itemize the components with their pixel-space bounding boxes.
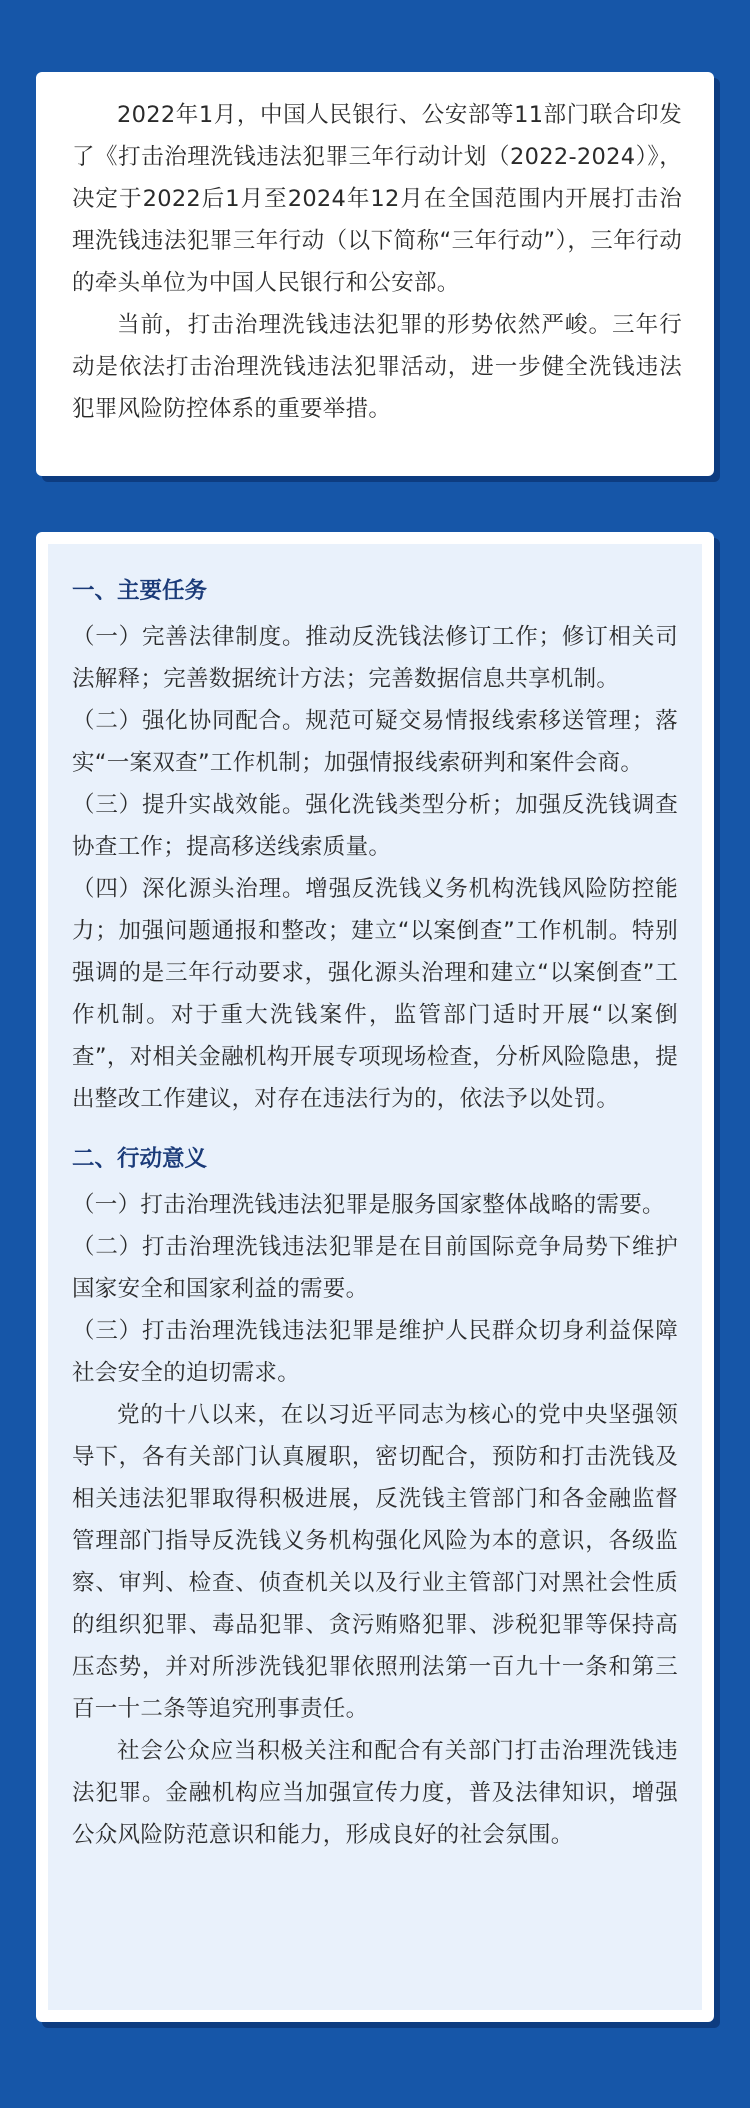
significance-item: （三）打击治理洗钱违法犯罪是维护人民群众切身利益保障社会安全的迫切需求。: [72, 1318, 678, 1386]
significance-paragraph-2: 社会公众应当积极关注和配合有关部门打击治理洗钱违法犯罪。金融机构应当加强宣传力度，普及法律知识，增强公众风险防范意识和能力，形成良好的社会氛围。: [72, 1738, 678, 1848]
significance-paragraph-1: 党的十八以来，在以习近平同志为核心的党中央坚强领导下，各有关部门认真履职，密切配合，预防和打击洗钱及相关违法犯罪取得积极进展，反洗钱主管部门和各金融监督管理部门指导反洗钱义务机构强化风险为本的意识，各级监察、审判、检查、侦查机关以及行业主管部门对黑社会性质的组织犯罪、毒品犯罪、贪污贿赂犯罪、涉税犯罪等保持高压态势，并对所涉洗钱犯罪依照刑法第一百九十一条和第三百一十二条等追究刑事责任。: [72, 1402, 678, 1722]
task-item: （二）强化协同配合。规范可疑交易情报线索移送管理；落实“一案双查”工作机制；加强情报线索研判和案件会商。: [72, 708, 678, 776]
main-card: [36, 532, 714, 2022]
section-title-main-tasks: 一、主要任务: [72, 578, 208, 604]
significance-item: （一）打击治理洗钱违法犯罪是服务国家整体战略的需要。: [72, 1192, 665, 1218]
section-spacer: [72, 1120, 678, 1138]
intro-paragraph-2: 当前，打击治理洗钱违法犯罪的形势依然严峻。三年行动是依法打击治理洗钱违法犯罪活动，进一步健全洗钱违法 犯罪风险防控体系的重要举措。: [72, 312, 682, 422]
section-title-significance: 二、行动意义: [72, 1146, 208, 1172]
intro-text-block: [72, 94, 682, 430]
task-item: （一）完善法律制度。推动反洗钱法修订工作；修订相关司法解释；完善数据统计方法；完善数据信息共享机制。: [72, 624, 678, 692]
intro-card: [36, 72, 714, 476]
main-text-block: [72, 570, 678, 1856]
task-item: （四）深化源头治理。增强反洗钱义务机构洗钱风险防控能力；加强问题通报和整改；建立“以案倒查”工作机制。特别强调的是三年行动要求，强化源头治理和建立“以案倒查”工作机制。对于重大洗钱案件，监管部门适时开展“以案倒查”，对相关金融机构开展专项现场检查，分析风险隐患，提出整改工作建议，对存在违法行为的，依法予以处罚。: [72, 876, 678, 1112]
task-item: （三）提升实战效能。强化洗钱类型分析；加强反洗钱调查协查工作；提高移送线索质量。: [72, 792, 678, 860]
significance-item: （二）打击治理洗钱违法犯罪是在目前国际竞争局势下维护国家安全和国家利益的需要。: [72, 1234, 678, 1302]
intro-paragraph-1: 2022年1月，中国人民银行、公安部等11部门联合印发了《打击治理洗钱违法犯罪三年行动计划（2022-2024）》，决定于2022后1月至2024年12月在全国范围内开展打击治理洗钱违法犯罪三年行动（以下简称“三年行动”），三年行动的牵头单位为中国人民银行和公安部。: [72, 102, 682, 296]
main-card-inner-panel: [48, 544, 702, 2010]
